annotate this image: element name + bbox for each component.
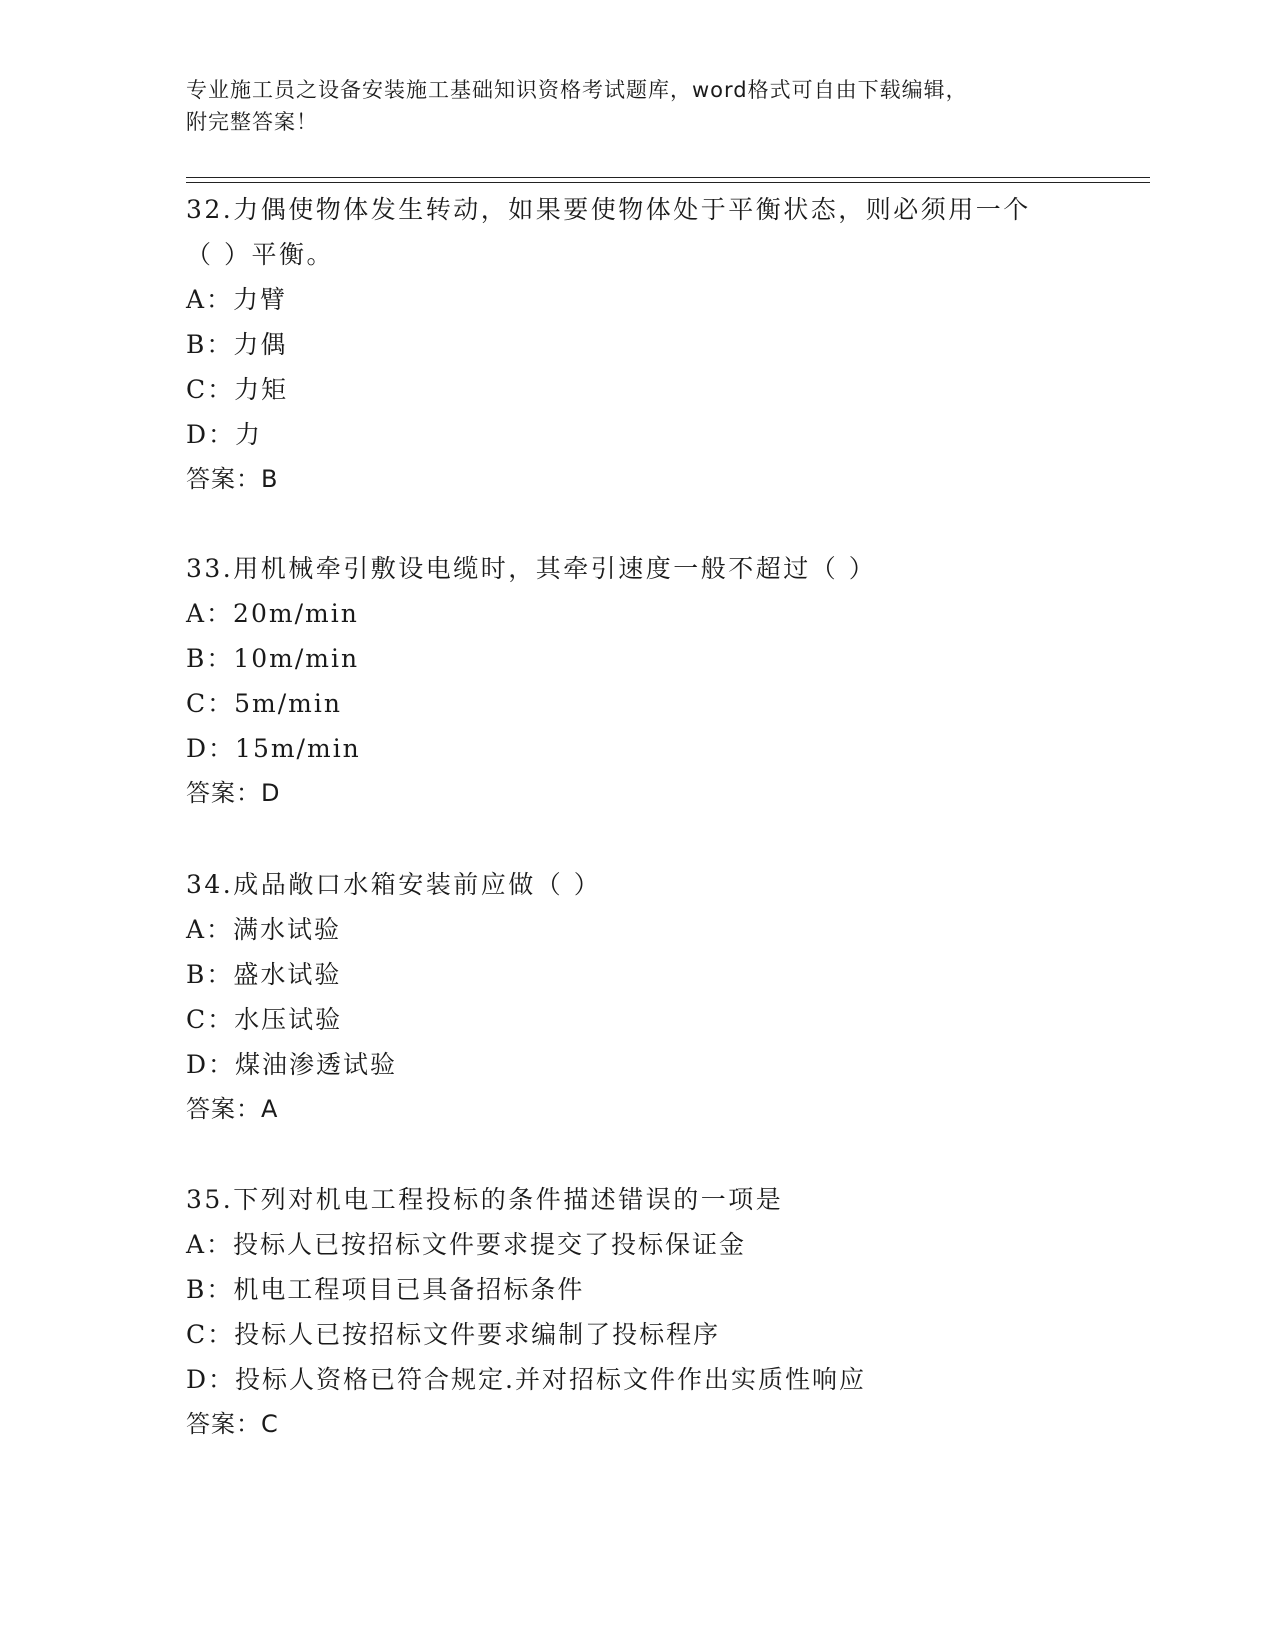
option-c: C：力矩 (186, 375, 289, 404)
question-stem-line: （ ）平衡。 (186, 240, 334, 269)
option-a: A：满水试验 (186, 915, 342, 944)
header-divider-top (186, 177, 1150, 178)
option-b: B：10m/min (186, 644, 360, 673)
option-b: B：盛水试验 (186, 960, 342, 989)
option-a: A：20m/min (186, 599, 359, 628)
option-c: C：5m/min (186, 689, 342, 718)
header-line-2: 附完整答案！ (186, 110, 318, 134)
option-c: C：水压试验 (186, 1005, 343, 1034)
question-stem-line: 32.力偶使物体发生转动，如果要使物体处于平衡状态，则必须用一个 (186, 195, 1031, 224)
question-stem-line: 35.下列对机电工程投标的条件描述错误的一项是 (186, 1185, 784, 1214)
answer-label: 答案：C (186, 1410, 279, 1438)
header-divider-bottom (186, 182, 1150, 183)
option-d: D：15m/min (186, 734, 361, 763)
option-d: D：力 (186, 420, 263, 449)
answer-label: 答案：D (186, 779, 281, 807)
option-d: D：投标人资格已符合规定.并对招标文件作出实质性响应 (186, 1365, 866, 1394)
header-line-1: 专业施工员之设备安装施工基础知识资格考试题库，word格式可自由下载编辑， (186, 78, 968, 102)
option-b: B：力偶 (186, 330, 288, 359)
question-stem-line: 33.用机械牵引敷设电缆时，其牵引速度一般不超过（ ） (186, 554, 877, 583)
question-34 (186, 862, 1146, 1132)
option-c: C：投标人已按招标文件要求编制了投标程序 (186, 1320, 721, 1349)
question-33 (186, 546, 1146, 816)
option-d: D：煤油渗透试验 (186, 1050, 398, 1079)
answer-label: 答案：B (186, 465, 279, 493)
question-35 (186, 1177, 1146, 1447)
option-a: A：力臂 (186, 285, 288, 314)
question-32 (186, 187, 1146, 502)
document-header (186, 74, 1086, 138)
option-b: B：机电工程项目已具备招标条件 (186, 1275, 585, 1304)
option-a: A：投标人已按招标文件要求提交了投标保证金 (186, 1230, 747, 1259)
answer-label: 答案：A (186, 1095, 279, 1123)
question-stem-line: 34.成品敞口水箱安装前应做（ ） (186, 870, 602, 899)
